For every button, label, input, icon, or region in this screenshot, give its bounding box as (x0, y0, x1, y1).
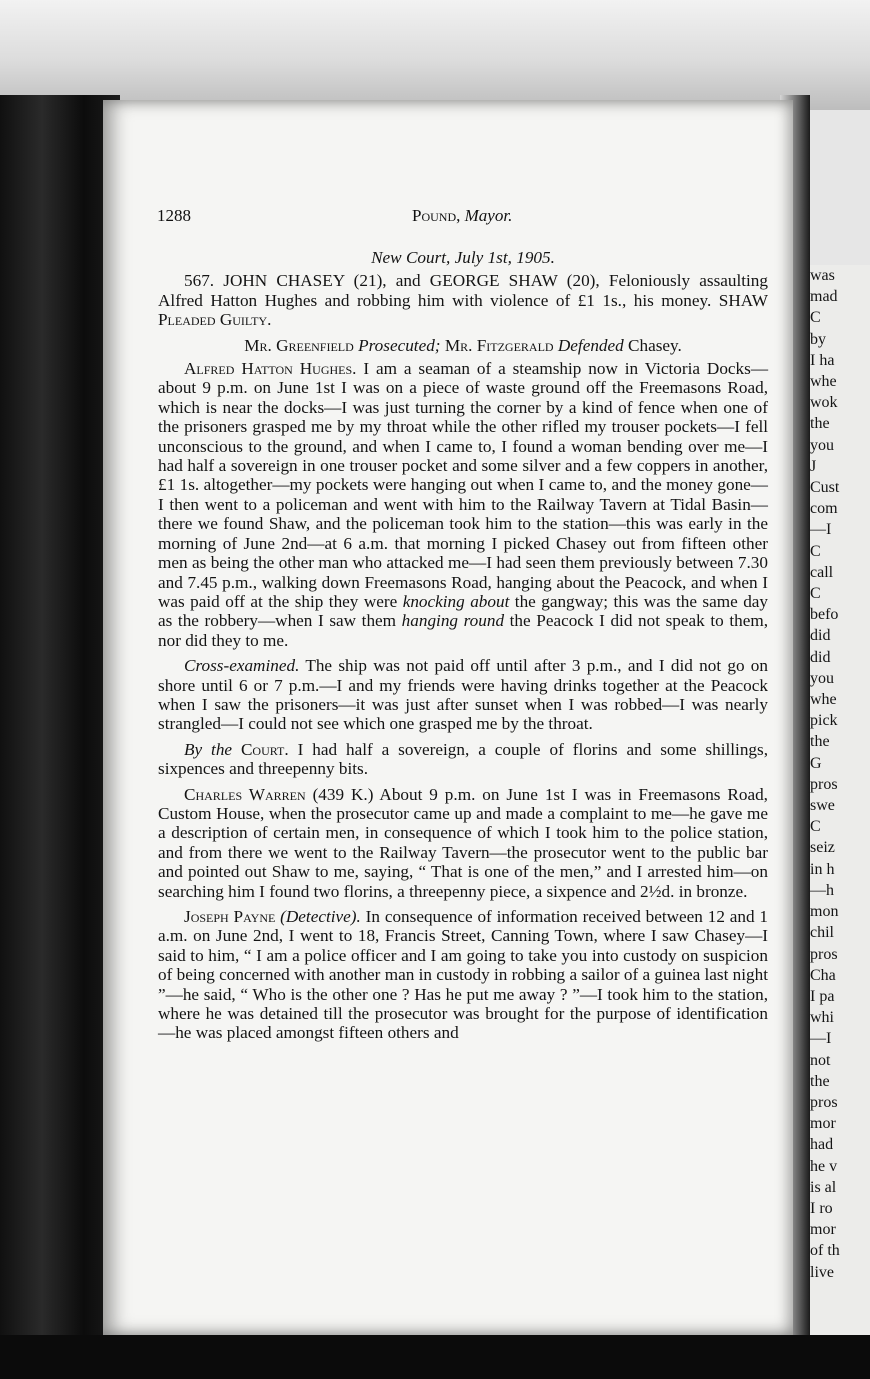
opposite-page-fragment: in h (810, 860, 835, 878)
opposite-page-fragment: Cha (810, 966, 836, 984)
opposite-page-fragment: —I (810, 1030, 832, 1048)
opposite-page-fragment: C (810, 542, 821, 560)
running-head-title: Mayor. (464, 206, 513, 225)
court-line: New Court, July 1st, 1905. (371, 248, 555, 267)
opposite-page-fragment: Cust (810, 479, 840, 497)
opposite-page-fragment: mon (810, 903, 839, 921)
opposite-page-fragment: I pa (810, 987, 835, 1005)
opposite-page-fragment: of th (810, 1242, 840, 1260)
opposite-page-fragment: mad (810, 288, 838, 306)
opposite-page-fragment: wok (810, 394, 838, 412)
page-body (158, 248, 768, 1049)
page-number: 1288 (157, 206, 191, 225)
opposite-page-fragment: you (810, 436, 834, 454)
book-binding (0, 95, 120, 1379)
opposite-page-fragment: pros (810, 775, 838, 793)
scan-top-margin (0, 0, 870, 110)
opposite-page-fragment: not (810, 1051, 831, 1069)
opposite-page-edge (810, 265, 870, 1335)
opposite-page-fragment: C (810, 818, 821, 836)
opposite-page-fragment: did (810, 648, 831, 666)
opposite-page-fragment: seiz (810, 839, 835, 857)
opposite-page-fragment: C (810, 585, 821, 603)
opposite-page-fragment: pros (810, 945, 838, 963)
opposite-page-fragment: is al (810, 1178, 837, 1196)
opposite-page-fragment: the (810, 1072, 830, 1090)
opposite-page-fragment: whe (810, 373, 837, 391)
opposite-page-fragment: C (810, 309, 821, 327)
counsel-line: Mr. Greenfield Prosecuted; Mr. Fitzgerald Defended Chasey. (244, 335, 682, 355)
opposite-page-fragment: mor (810, 1221, 836, 1239)
opposite-page-fragment: I ro (810, 1199, 833, 1217)
opposite-page-fragment: J (810, 457, 817, 475)
running-head (412, 206, 512, 226)
opposite-page-fragment: the (810, 415, 830, 433)
opposite-page-fragment: he v (810, 1157, 838, 1175)
scan-bottom-edge (0, 1335, 870, 1379)
opposite-page-fragment: pick (810, 712, 838, 730)
opposite-page-fragment: the (810, 733, 830, 751)
opposite-page-fragment: you (810, 669, 834, 687)
opposite-page-fragment: chil (810, 924, 834, 942)
testimony-payne: Joseph Payne (Detective). In consequence of information received between 12 and 1 a.m. on June 2nd, I went to 18, Francis Street, Canning Town, where I saw Chasey—I said to him, “ I am a police officer and I am going to take you into custody on suspicion of being concerned with another man in custody in robbing a sailor of a guinea last night ”—he said, “ Who is the other one ? Has he put me away ? ”—I took him to the station, where he was detained till the prosecutor was brought for the purpose of identification—he was placed amongst fifteen others and (158, 907, 769, 1043)
opposite-page-fragment: com (810, 500, 838, 518)
opposite-page-fragment: whi (810, 1009, 834, 1027)
opposite-page-fragment: G (810, 754, 822, 772)
cross-examination: Cross-examined. The ship was not paid off until after 3 p.m., and I did not go on shore until 6 or 7 p.m.—I and my friends were having drinks together at the Peacock when I saw the prisoners—it was just after sunset when I was robbed—I was nearly strangled—I could not see which one grasped me by the throat. (158, 656, 768, 734)
by-the-court: By the Court. I had half a sovereign, a couple of florins and some shillings, sixpences and threepenny bits. (158, 739, 768, 779)
testimony-hughes: Alfred Hatton Hughes. I am a seaman of a steamship now in Victoria Docks—about 9 p.m. on June 1st I was on a piece of waste ground off the Freemasons Road, which is near the docks—I was just turning the corner by a kind of fence when one of the prisoners grasped me by my throat while the other rifled my trouser pockets—I fell unconscious to the ground, and when I came to, I found a woman bending over me—I had half a sovereign in one trouser pocket and some silver and a few coppers in another, £1 1s. altogether—my pockets were hanging out when I came to, and the money gone—I then went to a policeman and went with him to the Railway Tavern at Tidal Basin—there we found Shaw, and the policeman took him to the station—this was early in the morning of June 2nd—at 6 a.m. that morning I picked Chasey out from fifteen other men as being the other man who attacked me—I had seen them previously between 7.30 and 7.45 p.m., walking down Freemasons Road, hanging about the Peacock, and when I was paid off at the ship they were knocking about the gangway; this was the same day as the robbery—when I saw them hanging round the Peacock I did not speak to them, nor did they to me. (158, 359, 769, 650)
page-header (157, 206, 757, 232)
testimony-warren: Charles Warren (439 K.) About 9 p.m. on June 1st I was in Freemasons Road, Custom House, when the prosecutor came up and made a complaint to me—he gave me a description of certain men, in consequence of which I took him to the police station, and from there we went to the Railway Tavern—the prosecutor went to the public bar and pointed out Shaw to me, saying, “ That is one of the men,” and I arrested him—on searching him I found two florins, a threepenny piece, a sixpence and 2½d. in bronze. (158, 784, 768, 901)
opposite-page-fragment: had (810, 1136, 834, 1154)
opposite-page-fragment: was (810, 267, 835, 284)
opposite-page-fragment: I ha (810, 351, 835, 369)
opposite-page-fragment: did (810, 627, 831, 645)
opposite-page-fragment: mor (810, 1115, 836, 1133)
opposite-page-fragment: by (810, 330, 826, 348)
case-heading: 567. JOHN CHASEY (21), and GEORGE SHAW (20), Feloniously assaulting Alfred Hatton Hughes and robbing him with violence of £1 1s., his money. SHAW Pleaded Guilty. (158, 271, 768, 330)
opposite-page-fragment: live (810, 1263, 834, 1281)
opposite-page-fragment: befo (810, 606, 839, 624)
running-head-name: Pound, (412, 206, 461, 225)
opposite-page-fragment: pros (810, 1093, 838, 1111)
opposite-page-fragment: —I (810, 521, 832, 539)
opposite-page-fragment: whe (810, 691, 837, 709)
opposite-page-fragment: swe (810, 797, 835, 815)
opposite-page-fragment: —h (810, 881, 834, 899)
opposite-page-fragment: call (810, 563, 834, 581)
